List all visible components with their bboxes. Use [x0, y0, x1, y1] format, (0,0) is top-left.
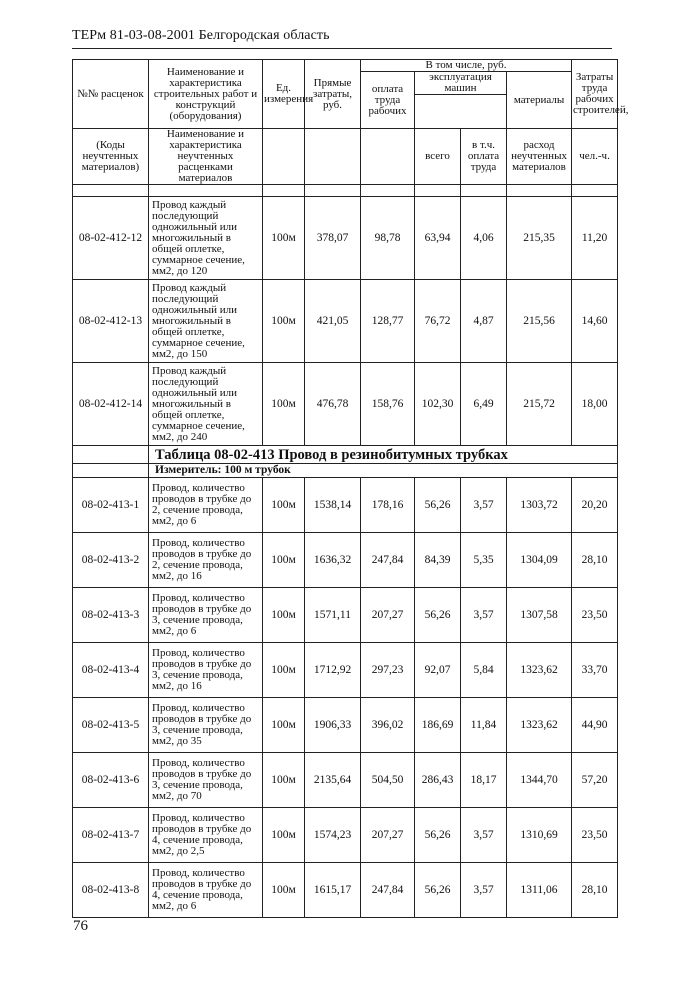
- spacer-cell: [305, 185, 361, 197]
- row-name: Провод, количество проводов в трубке до 4, сечение провода, мм2, до 2,5: [149, 808, 263, 863]
- table-row: [73, 643, 618, 698]
- row-materials: 1310,69: [507, 808, 572, 863]
- row-pay: 504,50: [361, 753, 415, 808]
- spacer-cell: [263, 185, 305, 197]
- page-header: ТЕРм 81-03-08-2001 Белгородская область: [72, 28, 330, 43]
- rows-group-413: [73, 478, 618, 918]
- row-unit: 100м: [263, 808, 305, 863]
- rates-table: [72, 59, 629, 918]
- row-materials: 1323,62: [507, 698, 572, 753]
- row-code: 08-02-413-8: [73, 863, 149, 918]
- row-direct: 1906,33: [305, 698, 361, 753]
- page-number: 76: [73, 918, 88, 934]
- row-code: 08-02-412-12: [73, 197, 149, 280]
- col-header-pay: оплата труда рабочих: [361, 72, 415, 129]
- row-materials: 1311,06: [507, 863, 572, 918]
- spacer-cell: [507, 185, 572, 197]
- rows-group-412: [73, 197, 618, 446]
- row-pay: 128,77: [361, 280, 415, 363]
- row-code: 08-02-413-3: [73, 588, 149, 643]
- row-direct: 378,07: [305, 197, 361, 280]
- row-machines: 56,26: [415, 588, 461, 643]
- row-direct: 1538,14: [305, 478, 361, 533]
- col-header-direct: Прямые затраты, руб.: [305, 60, 361, 129]
- row-name: Провод каждый последующий одножильный или многожильный в общей оплетке, суммарное сечение, мм2, до 150: [149, 280, 263, 363]
- row-name: Провод, количество проводов в трубке до 2, сечение провода, мм2, до 6: [149, 478, 263, 533]
- row-machines-pay: 4,06: [461, 197, 507, 280]
- table-row: [73, 363, 618, 446]
- row-code: 08-02-412-14: [73, 363, 149, 446]
- row-machines-pay: 18,17: [461, 753, 507, 808]
- table-row: [73, 280, 618, 363]
- row-pay: 207,27: [361, 588, 415, 643]
- spacer-cell: [361, 185, 415, 197]
- row-pay: 98,78: [361, 197, 415, 280]
- labor-label: Затраты труда рабочих строителей,: [573, 71, 629, 116]
- row-code: 08-02-413-7: [73, 808, 149, 863]
- spacer-cell: [461, 185, 507, 197]
- row-pay: 396,02: [361, 698, 415, 753]
- table-row: [73, 753, 618, 808]
- row-machines-pay: 6,49: [461, 363, 507, 446]
- row-machines: 63,94: [415, 197, 461, 280]
- row-pay: 178,16: [361, 478, 415, 533]
- row-unit: 100м: [263, 533, 305, 588]
- row-code: 08-02-413-5: [73, 698, 149, 753]
- row-pay: 297,23: [361, 643, 415, 698]
- row-pay: 207,27: [361, 808, 415, 863]
- row-materials: 1303,72: [507, 478, 572, 533]
- row-direct: 1615,17: [305, 863, 361, 918]
- table-row: [73, 478, 618, 533]
- row-labor: 33,70: [572, 643, 618, 698]
- row-labor: 18,00: [572, 363, 618, 446]
- col-header-incl: В том числе, руб.: [361, 60, 572, 72]
- row-unit: 100м: [263, 753, 305, 808]
- col-header-unit: Ед. измерения: [263, 60, 305, 129]
- row-machines: 56,26: [415, 478, 461, 533]
- row-direct: 421,05: [305, 280, 361, 363]
- row-direct: 2135,64: [305, 753, 361, 808]
- spacer-cell: [73, 185, 149, 197]
- row-machines: 286,43: [415, 753, 461, 808]
- row-labor: 20,20: [572, 478, 618, 533]
- row-machines-pay: 3,57: [461, 478, 507, 533]
- row-unit: 100м: [263, 280, 305, 363]
- row-pay: 247,84: [361, 863, 415, 918]
- table-row: [73, 533, 618, 588]
- blank-cell: [461, 95, 507, 129]
- row-machines: 56,26: [415, 863, 461, 918]
- row-labor: 23,50: [572, 588, 618, 643]
- row-direct: 1636,32: [305, 533, 361, 588]
- row-machines: 102,30: [415, 363, 461, 446]
- row-code: 08-02-413-6: [73, 753, 149, 808]
- spacer-cell: [149, 185, 263, 197]
- row-code: 08-02-413-4: [73, 643, 149, 698]
- row-labor: 23,50: [572, 808, 618, 863]
- col-header-unaccounted: расход неучтенных материалов: [507, 129, 572, 185]
- col-header-incl-pay: в т.ч. оплата труда: [461, 129, 507, 185]
- row-code: 08-02-413-1: [73, 478, 149, 533]
- col-header-code: №№ расценок: [73, 60, 149, 129]
- table-row: [73, 197, 618, 280]
- row-machines-pay: 3,57: [461, 588, 507, 643]
- row-labor: 57,20: [572, 753, 618, 808]
- table-row: [73, 863, 618, 918]
- spacer-cell: [572, 185, 618, 197]
- row-labor: 14,60: [572, 280, 618, 363]
- row-unit: 100м: [263, 588, 305, 643]
- row-labor: 11,20: [572, 197, 618, 280]
- table-row: [73, 698, 618, 753]
- spacer-cell: [415, 185, 461, 197]
- table-row: [73, 808, 618, 863]
- row-labor: 28,10: [572, 863, 618, 918]
- row-materials: 1323,62: [507, 643, 572, 698]
- row-name: Провод каждый последующий одножильный или многожильный в общей оплетке, суммарное сечение, мм2, до 240: [149, 363, 263, 446]
- row-materials: 215,56: [507, 280, 572, 363]
- row-name: Провод, количество проводов в трубке до 3, сечение провода, мм2, до 35: [149, 698, 263, 753]
- row-direct: 476,78: [305, 363, 361, 446]
- col-header-materials: материалы: [507, 72, 572, 129]
- row-machines: 56,26: [415, 808, 461, 863]
- row-name: Провод каждый последующий одножильный или многожильный в общей оплетке, суммарное сечение, мм2, до 120: [149, 197, 263, 280]
- row-name: Провод, количество проводов в трубке до 3, сечение провода, мм2, до 6: [149, 588, 263, 643]
- row-machines: 186,69: [415, 698, 461, 753]
- row-name: Провод, количество проводов в трубке до 2, сечение провода, мм2, до 16: [149, 533, 263, 588]
- row-direct: 1712,92: [305, 643, 361, 698]
- row-name: Провод, количество проводов в трубке до 3, сечение провода, мм2, до 16: [149, 643, 263, 698]
- table-measure: Измеритель: 100 м трубок: [149, 464, 618, 478]
- row-pay: 158,76: [361, 363, 415, 446]
- row-machines: 92,07: [415, 643, 461, 698]
- row-machines-pay: 3,57: [461, 863, 507, 918]
- row-machines-pay: 4,87: [461, 280, 507, 363]
- title-left-cell: [73, 446, 149, 464]
- blank-cell: [305, 129, 361, 185]
- blank-cell: [361, 129, 415, 185]
- row-unit: 100м: [263, 863, 305, 918]
- col-header-total: всего: [415, 129, 461, 185]
- row-pay: 247,84: [361, 533, 415, 588]
- row-labor: 28,10: [572, 533, 618, 588]
- row-materials: 1307,58: [507, 588, 572, 643]
- row-direct: 1574,23: [305, 808, 361, 863]
- row-labor: 44,90: [572, 698, 618, 753]
- col-header-labor-unit: чел.-ч.: [572, 129, 618, 185]
- row-code: 08-02-412-13: [73, 280, 149, 363]
- row-machines-pay: 5,35: [461, 533, 507, 588]
- row-materials: 215,35: [507, 197, 572, 280]
- row-materials: 215,72: [507, 363, 572, 446]
- row-machines-pay: 3,57: [461, 808, 507, 863]
- row-direct: 1571,11: [305, 588, 361, 643]
- row-unit: 100м: [263, 478, 305, 533]
- col-header-machines: эксплуатация машин: [415, 72, 507, 95]
- row-name: Провод, количество проводов в трубке до 4, сечение провода, мм2, до 6: [149, 863, 263, 918]
- row-machines: 84,39: [415, 533, 461, 588]
- blank-cell: [263, 129, 305, 185]
- row-code: 08-02-413-2: [73, 533, 149, 588]
- row-unit: 100м: [263, 643, 305, 698]
- col-header-name-sub: Наименование и характеристика неучтенных расценками материалов: [149, 129, 263, 185]
- row-unit: 100м: [263, 698, 305, 753]
- col-header-labor: [572, 60, 629, 129]
- row-machines-pay: 5,84: [461, 643, 507, 698]
- row-unit: 100м: [263, 197, 305, 280]
- row-machines: 76,72: [415, 280, 461, 363]
- row-name: Провод, количество проводов в трубке до 3, сечение провода, мм2, до 70: [149, 753, 263, 808]
- table-title: Таблица 08-02-413 Провод в резинобитумных трубках: [149, 446, 618, 464]
- measure-left-cell: [73, 464, 149, 478]
- row-unit: 100м: [263, 363, 305, 446]
- row-materials: 1304,09: [507, 533, 572, 588]
- col-header-code-sub: (Коды неучтенных материалов): [73, 129, 149, 185]
- header-rule: [72, 48, 612, 49]
- table-row: [73, 588, 618, 643]
- row-machines-pay: 11,84: [461, 698, 507, 753]
- row-materials: 1344,70: [507, 753, 572, 808]
- col-header-name: Наименование и характеристика строительных работ и конструкций (оборудования): [149, 60, 263, 129]
- blank-cell: [415, 95, 461, 129]
